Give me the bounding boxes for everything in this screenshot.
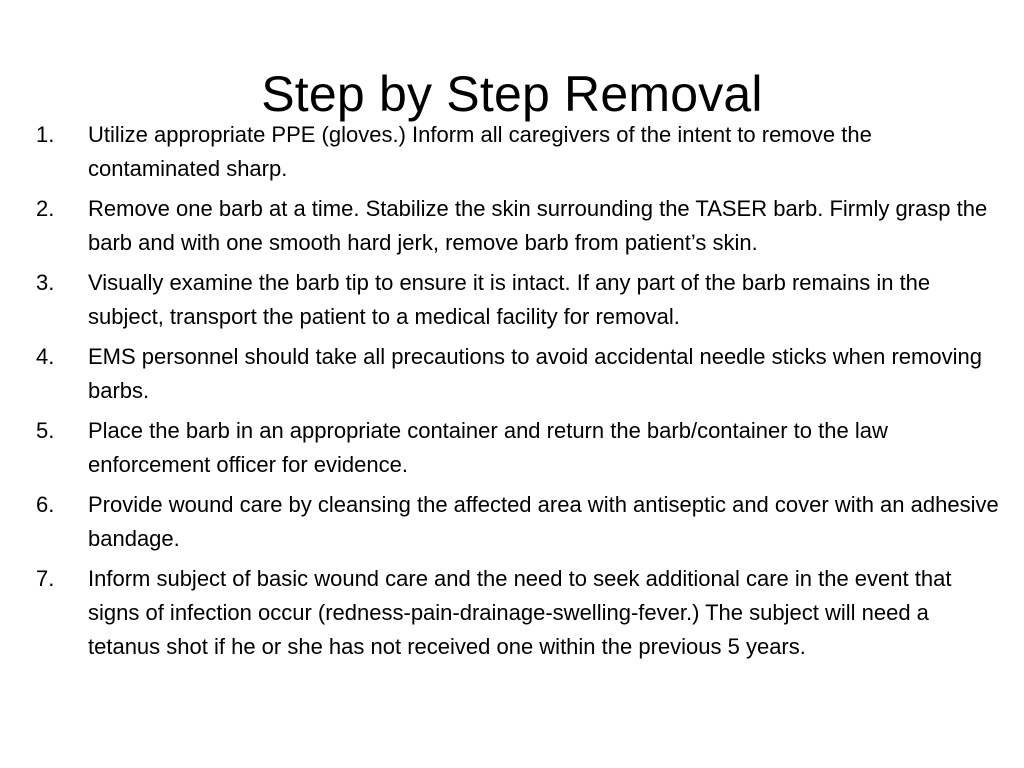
step-item xyxy=(36,488,1004,556)
step-text: Visually examine the barb tip to ensure it is intact. If any part of the barb remains in the subject, transport the patient to a medical facility for removal. xyxy=(88,270,931,329)
step-text: Remove one barb at a time. Stabilize the skin surrounding the TASER barb. Firmly grasp the barb and with one smooth hard jerk, remove barb from patient’s skin. xyxy=(88,196,988,255)
step-item xyxy=(36,340,1004,408)
step-item xyxy=(36,414,1004,482)
step-number: 7. xyxy=(36,566,55,591)
slide-title: Step by Step Removal xyxy=(261,65,763,122)
step-text: Inform subject of basic wound care and the need to seek additional care in the event that signs of infection occur (redness-pain-drainage-swelling-fever.) The subject will need a tetanus shot if he or she has not received one within the previous 5 years. xyxy=(88,566,952,659)
step-number: 6. xyxy=(36,492,55,517)
step-text: Provide wound care by cleansing the affected area with antiseptic and cover with an adhesive bandage. xyxy=(88,492,999,551)
step-text: Utilize appropriate PPE (gloves.) Inform all caregivers of the intent to remove the contaminated sharp. xyxy=(88,122,872,181)
step-item xyxy=(36,192,1004,260)
steps-list xyxy=(36,118,1004,670)
step-item xyxy=(36,118,1004,186)
step-item xyxy=(36,562,1004,664)
step-number: 2. xyxy=(36,196,55,221)
step-number: 4. xyxy=(36,344,55,369)
step-item xyxy=(36,266,1004,334)
step-text: Place the barb in an appropriate container and return the barb/container to the law enforcement officer for evidence. xyxy=(88,418,888,477)
step-number: 1. xyxy=(36,122,55,147)
step-number: 3. xyxy=(36,270,55,295)
step-number: 5. xyxy=(36,418,55,443)
step-text: EMS personnel should take all precautions to avoid accidental needle sticks when removing barbs. xyxy=(88,344,982,403)
